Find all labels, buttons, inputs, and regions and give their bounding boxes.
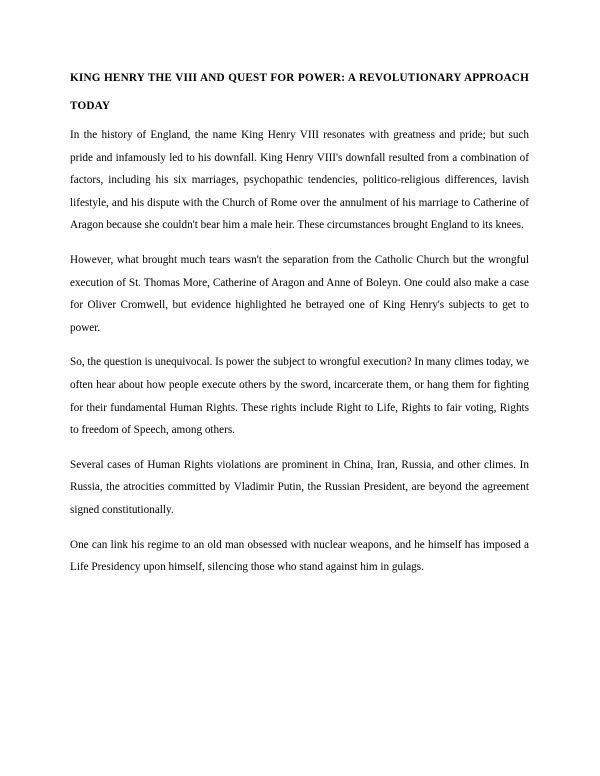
paragraph-3: So, the question is unequivocal. Is power the subject to wrongful execution? In many climes today, we often hear about how people execute others by the sword, incarcerate them, or hang them for fighting for their fundamental Human Rights. These rights include Right to Life, Rights to fair voting, Rights to freedom of Speech, among others. — [70, 356, 529, 437]
paragraph-4: Several cases of Human Rights violations are prominent in China, Iran, Russia, and other climes. In Russia, the atrocities committed by Vladimir Putin, the Russian President, are beyond the agreement signed constitutionally. — [70, 458, 529, 516]
document-page — [70, 64, 529, 591]
paragraph-5: One can link his regime to an old man obsessed with nuclear weapons, and he himself has imposed a Life Presidency upon himself, silencing those who stand against him in gulags. — [70, 538, 529, 574]
paragraph-2: However, what brought much tears wasn't the separation from the Catholic Church but the wrongful execution of St. Thomas More, Catherine of Aragon and Anne of Boleyn. One could also make a case for Oliver Cromwell, but evidence highlighted he betrayed one of King Henry's subjects to get to power. — [70, 253, 529, 334]
paragraph-1: In the history of England, the name King Henry VIII resonates with greatness and pride; but such pride and infamously led to his downfall. King Henry VIII's downfall resulted from a combination of factors, including his six marriages, psychopathic tendencies, politico-religious differences, lavish lifestyle, and his dispute with the Church of Rome over the annulment of his marriage to Catherine of Aragon because she couldn't bear him a male heir. These circumstances brought England to its knees. — [70, 129, 529, 232]
document-title: KING HENRY THE VIII AND QUEST FOR POWER: A REVOLUTIONARY APPROACH TODAY — [70, 72, 529, 112]
